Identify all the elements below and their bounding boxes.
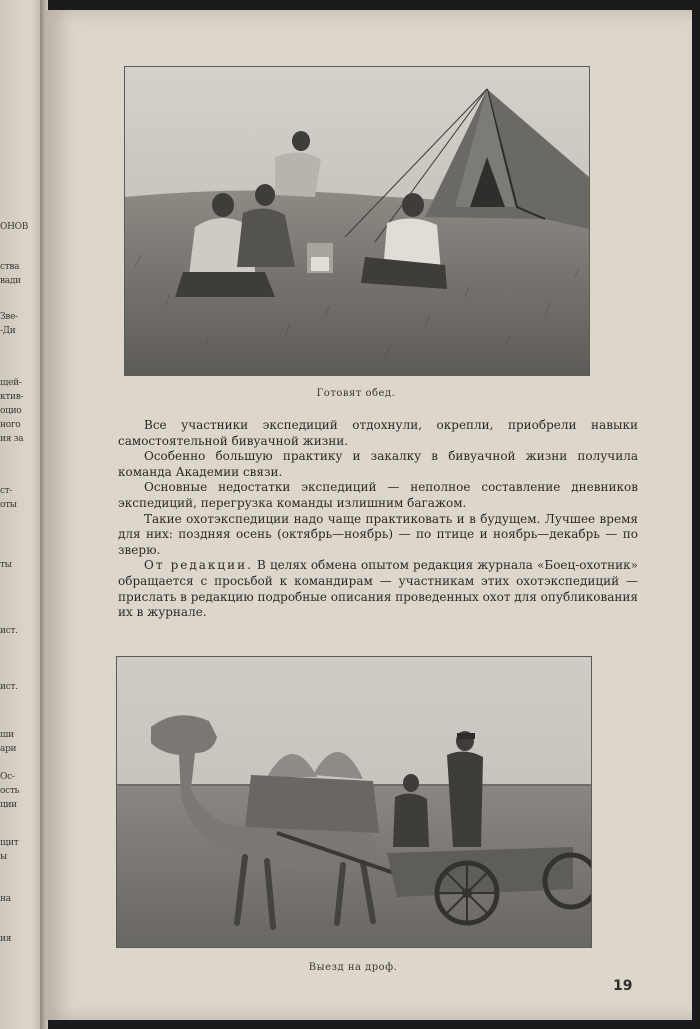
- left-page-fragment: вади: [0, 276, 21, 286]
- left-page-fragment: ия за: [0, 434, 24, 444]
- left-page-fragment: ного: [0, 420, 21, 430]
- left-page-fragment: ктив-: [0, 392, 24, 402]
- editorial-heading: От редакции.: [144, 558, 253, 573]
- photo-caption-bottom: Выезд на дроф.: [308, 962, 398, 973]
- photo-camp: [124, 66, 590, 376]
- photo-caption-top: Готовят обед.: [316, 388, 396, 399]
- left-page-fragment: ость: [0, 786, 20, 796]
- left-page-fragment: ОНОВ: [0, 222, 29, 232]
- paragraph: Такие охотэкспедиции надо чаще практиковать и в будущем. Лучшее время для них: поздняя осень (октябрь—ноябрь) — по птице и ноябрь—декабрь — по зверю.: [118, 511, 638, 557]
- page-number: 19: [613, 978, 633, 994]
- left-page-fragment: ции: [0, 800, 17, 810]
- paragraph: Основные недостатки экспедиций — неполное составление дневников экспедиций, перегрузка команды излишним багажом.: [118, 480, 638, 510]
- article-text: [118, 418, 638, 621]
- left-page-fragment: ы: [0, 852, 7, 862]
- left-page-fragment: -Ди: [0, 326, 16, 336]
- left-page-fragment: Ос-: [0, 772, 15, 782]
- left-facing-page: [0, 0, 44, 1029]
- paragraph: Особенно большую практику и закалку в бивуачной жизни получила команда Академии связи.: [118, 449, 638, 479]
- left-page-fragment: ст-: [0, 486, 13, 496]
- left-page-fragment: щей-: [0, 378, 22, 388]
- left-page-fragment: Зве-: [0, 312, 18, 322]
- left-page-fragment: ства: [0, 262, 20, 272]
- editorial-note: [118, 558, 638, 620]
- left-page-fragment: ист.: [0, 682, 18, 692]
- book-page: [46, 10, 692, 1020]
- paragraph: Все участники экспедиций отдохнули, окрепли, приобрели навыки самостоятельной бивуачной жизни.: [118, 418, 638, 448]
- editorial-text: В целях обмена опытом редакция журнала «Боец-охотник» обращается с просьбой к командирам — участникам этих охотэкспедиций — прислать в редакцию подробные описания проведенных охот для опубликования их в журнале.: [118, 558, 638, 620]
- left-page-fragment: на: [0, 894, 11, 904]
- left-page-fragment: ист.: [0, 626, 18, 636]
- left-page-fragment: ши: [0, 730, 14, 740]
- left-page-fragment: ты: [0, 560, 12, 570]
- photo-camel-cart: [116, 656, 592, 948]
- left-page-fragment: оты: [0, 500, 17, 510]
- left-page-fragment: щит: [0, 838, 19, 848]
- left-page-fragment: ия: [0, 934, 12, 944]
- left-page-fragment: ари: [0, 744, 17, 754]
- left-page-fragment: оцио: [0, 406, 22, 416]
